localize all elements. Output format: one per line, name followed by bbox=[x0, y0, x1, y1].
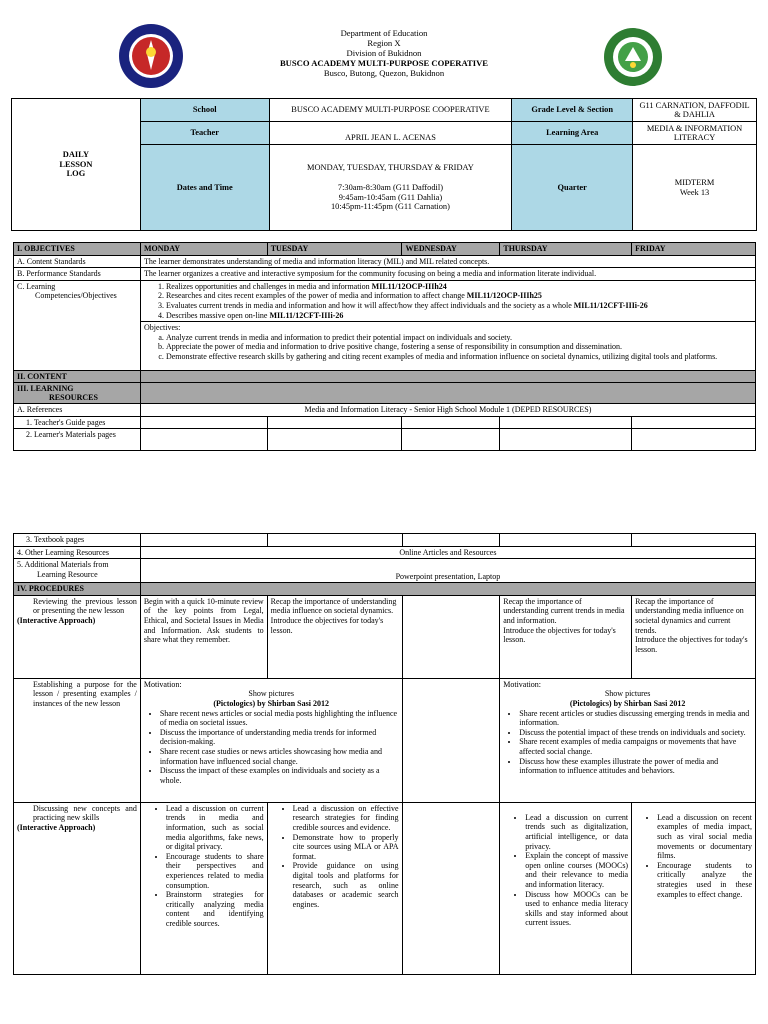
content-standards-text: The learner demonstrates understanding of media and information literacy (MIL) and MIL related concepts. bbox=[140, 255, 755, 268]
lm-thu bbox=[500, 429, 632, 451]
approach-label: (Interactive Approach) bbox=[17, 822, 96, 832]
approach-label: (Interactive Approach) bbox=[17, 615, 96, 625]
header-line-1: Department of Education bbox=[340, 28, 428, 38]
discuss-item: • Demonstrate how to properly cite sources using MLA or APA format. bbox=[293, 833, 399, 862]
procedures-heading: IV. PROCEDURES bbox=[14, 583, 141, 596]
pictologics: (Pictologics) by Shirban Sasi 2012 bbox=[569, 698, 686, 708]
tg-mon bbox=[140, 416, 267, 429]
review-tue-line: Recap the importance of understanding media influence on societal dynamics. bbox=[270, 596, 397, 616]
discuss-item: • Discuss how MOOCs can be used to enhance media literacy skills and stay informed about current issues. bbox=[525, 890, 628, 928]
competencies-label-b: Competencies/Objectives bbox=[35, 291, 117, 301]
other-resources-label: 4. Other Learning Resources bbox=[14, 546, 141, 559]
dates-value bbox=[269, 145, 512, 231]
purpose-left bbox=[140, 678, 402, 802]
review-thursday bbox=[500, 595, 632, 678]
textbook-label: 3. Textbook pages bbox=[14, 534, 141, 547]
review-thu-line: Introduce the objectives for today's lesson. bbox=[503, 625, 616, 645]
competency-item: 3. Evaluates current trends in media and information and how it will affect/how they affect individuals and the society as a whole MIL11/12CFT-IIIi-26 bbox=[166, 301, 752, 311]
review-thu-line: Recap the importance of understanding current trends in media and information. bbox=[503, 596, 625, 625]
other-resources-value: Online Articles and Resources bbox=[140, 546, 755, 559]
additional-materials-label bbox=[14, 559, 141, 583]
quarter-value bbox=[633, 145, 757, 231]
competencies-label bbox=[14, 280, 141, 370]
quarter-text: MIDTERM bbox=[674, 177, 715, 187]
header-line-5: Busco, Butong, Quezon, Bukidnon bbox=[323, 68, 445, 78]
motivation-label: Motivation: bbox=[503, 679, 542, 689]
lm-tue bbox=[267, 429, 402, 451]
discuss-thursday bbox=[500, 802, 632, 974]
competency-item: 1. Realizes opportunities and challenges in media and information MIL11/12OCP-IIIh24 bbox=[166, 282, 752, 292]
show-pictures: Show pictures bbox=[248, 689, 294, 699]
header-line-3: Division of Bukidnon bbox=[346, 48, 422, 58]
grade-value: G11 CARNATION, DAFFODIL & DAHLIA bbox=[633, 99, 757, 122]
discuss-item: • Encourage students to critically analyze the strategies used in these examples to effect change. bbox=[657, 861, 752, 899]
tb-mon bbox=[140, 534, 267, 547]
lr-heading-b: RESOURCES bbox=[49, 393, 98, 403]
day-thursday: THURSDAY bbox=[500, 243, 632, 256]
dates-label: Dates and Time bbox=[140, 145, 269, 231]
objectives-heading: I. OBJECTIVES bbox=[14, 243, 141, 256]
discuss-item: • Provide guidance on using digital tools and platforms for research, such as online databases or academic search engines. bbox=[293, 861, 399, 909]
objectives-list bbox=[140, 322, 755, 370]
competencies-list bbox=[140, 280, 755, 321]
school-header bbox=[0, 28, 768, 78]
discuss-item: • Lead a discussion on current trends in media and information, such as social media algorithms, fake news, or digital privacy. bbox=[166, 804, 264, 852]
procedures-table bbox=[13, 533, 756, 975]
review-fri-line: Introduce the objectives for today's lesson. bbox=[635, 635, 748, 654]
time-2: 9:45am-10:45am (G11 Dahlia) bbox=[338, 192, 443, 202]
purpose-label bbox=[14, 678, 141, 802]
day-monday: MONDAY bbox=[140, 243, 267, 256]
grade-label: Grade Level & Section bbox=[512, 99, 633, 122]
competencies-label-a: C. Learning bbox=[17, 281, 56, 291]
competency-item: 4. Describes massive open on-line MIL11/12CFT-IIIi-26 bbox=[166, 311, 752, 321]
area-value: MEDIA & INFORMATION LITERACY bbox=[633, 122, 757, 145]
reviewing-text: Reviewing the previous lesson or presenting the new lesson bbox=[33, 596, 137, 616]
purpose-item: • Discuss the potential impact of these trends on individuals and society. bbox=[519, 728, 752, 738]
show-pictures: Show pictures bbox=[604, 689, 651, 699]
tg-thu bbox=[500, 416, 632, 429]
discuss-item: • Lead a discussion on recent examples of media impact, such as viral social media movements or documentary films. bbox=[657, 813, 752, 861]
teacher-label: Teacher bbox=[140, 122, 269, 145]
discuss-item: • Lead a discussion on current trends such as digitalization, artificial intelligence, or data privacy. bbox=[525, 813, 628, 851]
purpose-item: • Share recent case studies or news articles showcasing how media and information have influenced social change. bbox=[160, 747, 399, 766]
review-tue-line: Introduce the objectives for today's lesson. bbox=[270, 615, 384, 635]
discuss-tuesday bbox=[267, 802, 402, 974]
dll-title-1: DAILY bbox=[62, 150, 90, 160]
tg-tue bbox=[267, 416, 402, 429]
review-tuesday bbox=[267, 595, 402, 678]
lm-fri bbox=[632, 429, 756, 451]
objective-item: a. Analyze current trends in media and information to predict their potential impact on individuals and society. bbox=[166, 333, 752, 343]
day-tuesday: TUESDAY bbox=[267, 243, 402, 256]
competency-item: 2. Researches and cites recent examples of the power of media and information to affect change MIL11/12OCP-IIIh25 bbox=[166, 291, 752, 301]
pictologics: (Pictologics) by Shirban Sasi 2012 bbox=[213, 698, 329, 708]
purpose-wednesday bbox=[402, 678, 500, 802]
motivation-label: Motivation: bbox=[143, 679, 182, 689]
discussing-label bbox=[14, 802, 141, 974]
purpose-text: Establishing a purpose for the lesson / presenting examples / instances of the new lesson bbox=[33, 679, 137, 708]
days-text: MONDAY, TUESDAY, THURSDAY & FRIDAY bbox=[307, 163, 474, 173]
week-text: Week 13 bbox=[679, 187, 710, 197]
purpose-item: • Share recent examples of media campaigns or movements that have affected social change. bbox=[519, 737, 752, 756]
teachers-guide-label: 1. Teacher's Guide pages bbox=[14, 416, 141, 429]
tb-thu bbox=[500, 534, 632, 547]
discuss-friday bbox=[632, 802, 756, 974]
additional-materials-value: Powerpoint presentation, Laptop bbox=[140, 559, 755, 583]
review-wednesday bbox=[402, 595, 500, 678]
quarter-label: Quarter bbox=[512, 145, 633, 231]
performance-standards-text: The learner organizes a creative and interactive symposium for the community focusing on being a media and information literate individual. bbox=[140, 268, 755, 281]
purpose-item: • Share recent news articles or social media posts highlighting the influence of media on societal issues. bbox=[160, 709, 399, 728]
additional-label-a: 5. Additional Materials from bbox=[17, 560, 109, 570]
day-wednesday: WEDNESDAY bbox=[402, 243, 500, 256]
tb-tue bbox=[267, 534, 402, 547]
purpose-item: • Discuss the importance of understanding media trends for informed decision-making. bbox=[160, 728, 399, 747]
review-friday bbox=[632, 595, 756, 678]
learning-resources-heading bbox=[14, 383, 141, 404]
content-standards-label: A. Content Standards bbox=[14, 255, 141, 268]
tg-fri bbox=[632, 416, 756, 429]
lr-heading-a: III. LEARNING bbox=[17, 384, 74, 394]
header-line-2: Region X bbox=[367, 38, 401, 48]
teacher-value: APRIL JEAN L. ACENAS bbox=[269, 122, 512, 145]
area-label: Learning Area bbox=[512, 122, 633, 145]
discuss-wednesday bbox=[402, 802, 500, 974]
references-label: A. References bbox=[14, 404, 141, 417]
time-3: 10:45pm-11:45pm (G11 Carnation) bbox=[330, 202, 450, 212]
tb-wed bbox=[402, 534, 500, 547]
dll-title-2: LESSON bbox=[59, 159, 93, 169]
header-line-4: BUSCO ACADEMY MULTI-PURPOSE COPERATIVE bbox=[279, 58, 489, 68]
dll-title-3: LOG bbox=[66, 169, 86, 179]
purpose-right bbox=[500, 678, 756, 802]
day-friday: FRIDAY bbox=[632, 243, 756, 256]
objectives-header-row bbox=[14, 243, 756, 256]
objective-item: b. Appreciate the power of media and information to drive positive change, fostering a sense of responsibility in consumption and dissemination. bbox=[166, 342, 752, 352]
lm-wed bbox=[402, 429, 500, 451]
discuss-item: • Explain the concept of massive open online courses (MOOCs) and their relevance to media and information literacy. bbox=[525, 851, 628, 889]
discuss-monday bbox=[140, 802, 267, 974]
performance-standards-label: B. Performance Standards bbox=[14, 268, 141, 281]
lm-mon bbox=[140, 429, 267, 451]
references-value: Media and Information Literacy - Senior High School Module 1 (DEPED RESOURCES) bbox=[140, 404, 755, 417]
lr-heading-fill bbox=[140, 383, 755, 404]
purpose-item: • Share recent articles or studies discussing emerging trends in media and information. bbox=[519, 709, 752, 728]
content-heading: II. CONTENT bbox=[14, 370, 141, 383]
objectives-table bbox=[13, 242, 756, 451]
review-fri-line: Recap the importance of understanding media influence on societal dynamics and current trends. bbox=[635, 596, 744, 635]
objectives-label: Objectives: bbox=[143, 323, 181, 333]
info-table bbox=[11, 98, 757, 231]
content-heading-fill bbox=[140, 370, 755, 383]
tg-wed bbox=[402, 416, 500, 429]
discuss-item: • Encourage students to share their perspectives and experiences related to media consumption. bbox=[166, 852, 264, 890]
discussing-text: Discussing new concepts and practicing new skills bbox=[33, 803, 137, 823]
school-value: BUSCO ACADEMY MULTI-PURPOSE COOPERATIVE bbox=[269, 99, 512, 122]
tb-fri bbox=[632, 534, 756, 547]
reviewing-label bbox=[14, 595, 141, 678]
additional-label-b: Learning Resource bbox=[37, 569, 98, 579]
objective-item: c. Demonstrate effective research skills by gathering and citing recent examples of media and information influence on societal dynamics, utilizing digital tools and platforms. bbox=[166, 352, 752, 362]
purpose-item: • Discuss the impact of these examples on individuals and society as a whole. bbox=[160, 766, 399, 785]
school-label: School bbox=[140, 99, 269, 122]
procedures-heading-fill bbox=[140, 583, 755, 596]
discuss-item: • Brainstorm strategies for critically analyzing media content and identifying credible sources. bbox=[166, 890, 264, 928]
dll-title bbox=[12, 99, 141, 231]
review-monday: Begin with a quick 10-minute review of the key points from Legal, Ethical, and Societal Issues in Media and Information. Ask students to share what they remember. bbox=[140, 595, 267, 678]
time-1: 7:30am-8:30am (G11 Daffodil) bbox=[337, 182, 444, 192]
learners-materials-label: 2. Learner's Materials pages bbox=[14, 429, 141, 451]
purpose-item: • Discuss how these examples illustrate the power of media and information to influence attitudes and behaviors. bbox=[519, 757, 752, 776]
discuss-item: • Lead a discussion on effective research strategies for finding credible sources and evidence. bbox=[293, 804, 399, 833]
